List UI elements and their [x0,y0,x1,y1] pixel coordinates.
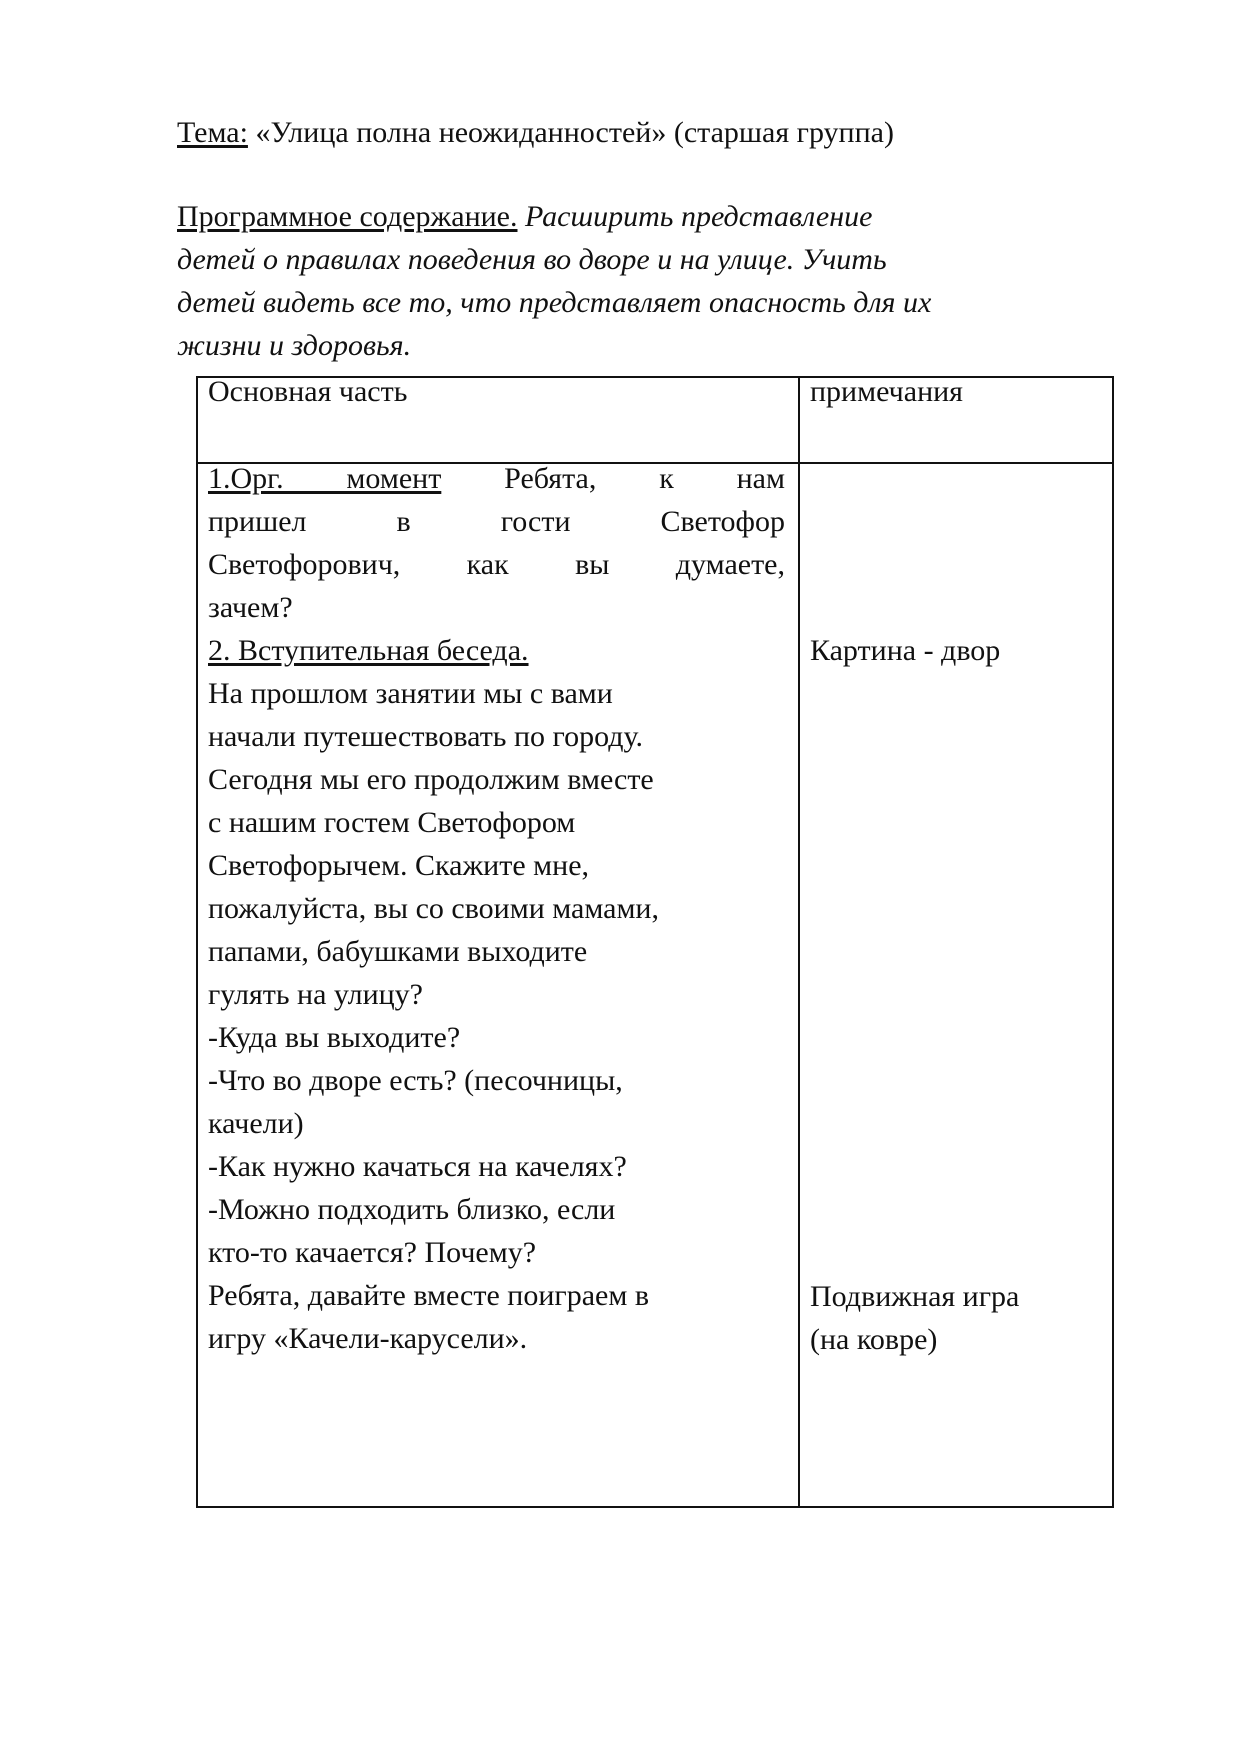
text-line: Светофорычем. Скажите мне, [208,849,590,882]
text-line: -Как нужно качаться на качелях? [208,1150,627,1183]
section2-label: 2. Вступительная беседа. [208,634,529,667]
program-line: жизни и здоровья. [177,329,412,362]
text-line: Ребята, к нам [504,462,785,495]
header-main: Основная часть [208,375,408,408]
column-divider [798,378,800,1506]
program-line: Расширить представление [517,200,873,233]
note-picture: Картина - двор [810,634,1001,667]
note-carpet: (на ковре) [810,1323,938,1356]
topic-text: «Улица полна неожиданностей» (старшая группа) [247,116,894,149]
topic-label: Тема: [177,116,248,149]
text-line: с нашим гостем Светофором [208,806,576,839]
text-line: качели) [208,1107,304,1140]
topic-line [177,111,894,154]
text-line: Светофорович, как вы думаете, [208,548,785,581]
text-line: кто-то качается? Почему? [208,1236,537,1269]
text-line: пришел в гости Светофор [208,505,785,538]
lesson-table [196,376,1114,1508]
program-content [177,195,931,367]
text-line: -Куда вы выходите? [208,1021,461,1054]
text-line: Сегодня мы его продолжим вместе [208,763,654,796]
main-cell [208,457,785,1360]
text-line: -Что во дворе есть? (песочницы, [208,1064,623,1097]
program-label: Программное содержание. [177,200,518,233]
note-game: Подвижная игра [810,1280,1020,1313]
text-line: игру «Качели-карусели». [208,1322,528,1355]
text-line: -Можно подходить близко, если [208,1193,616,1226]
text-line: Ребята, давайте вместе поиграем в [208,1279,649,1312]
program-line: детей видеть все то, что представляет опасность для их [177,286,932,319]
text-line: зачем? [208,591,293,624]
section1-label: 1.Орг. момент [208,462,442,495]
text-line: На прошлом занятии мы с вами [208,677,613,710]
text-line: гулять на улицу? [208,978,423,1011]
text-line: папами, бабушками выходите [208,935,588,968]
program-line: детей о правилах поведения во дворе и на улице. Учить [177,243,887,276]
text-line: пожалуйста, вы со своими мамами, [208,892,659,925]
text-line: начали путешествовать по городу. [208,720,643,753]
header-notes: примечания [810,375,963,408]
